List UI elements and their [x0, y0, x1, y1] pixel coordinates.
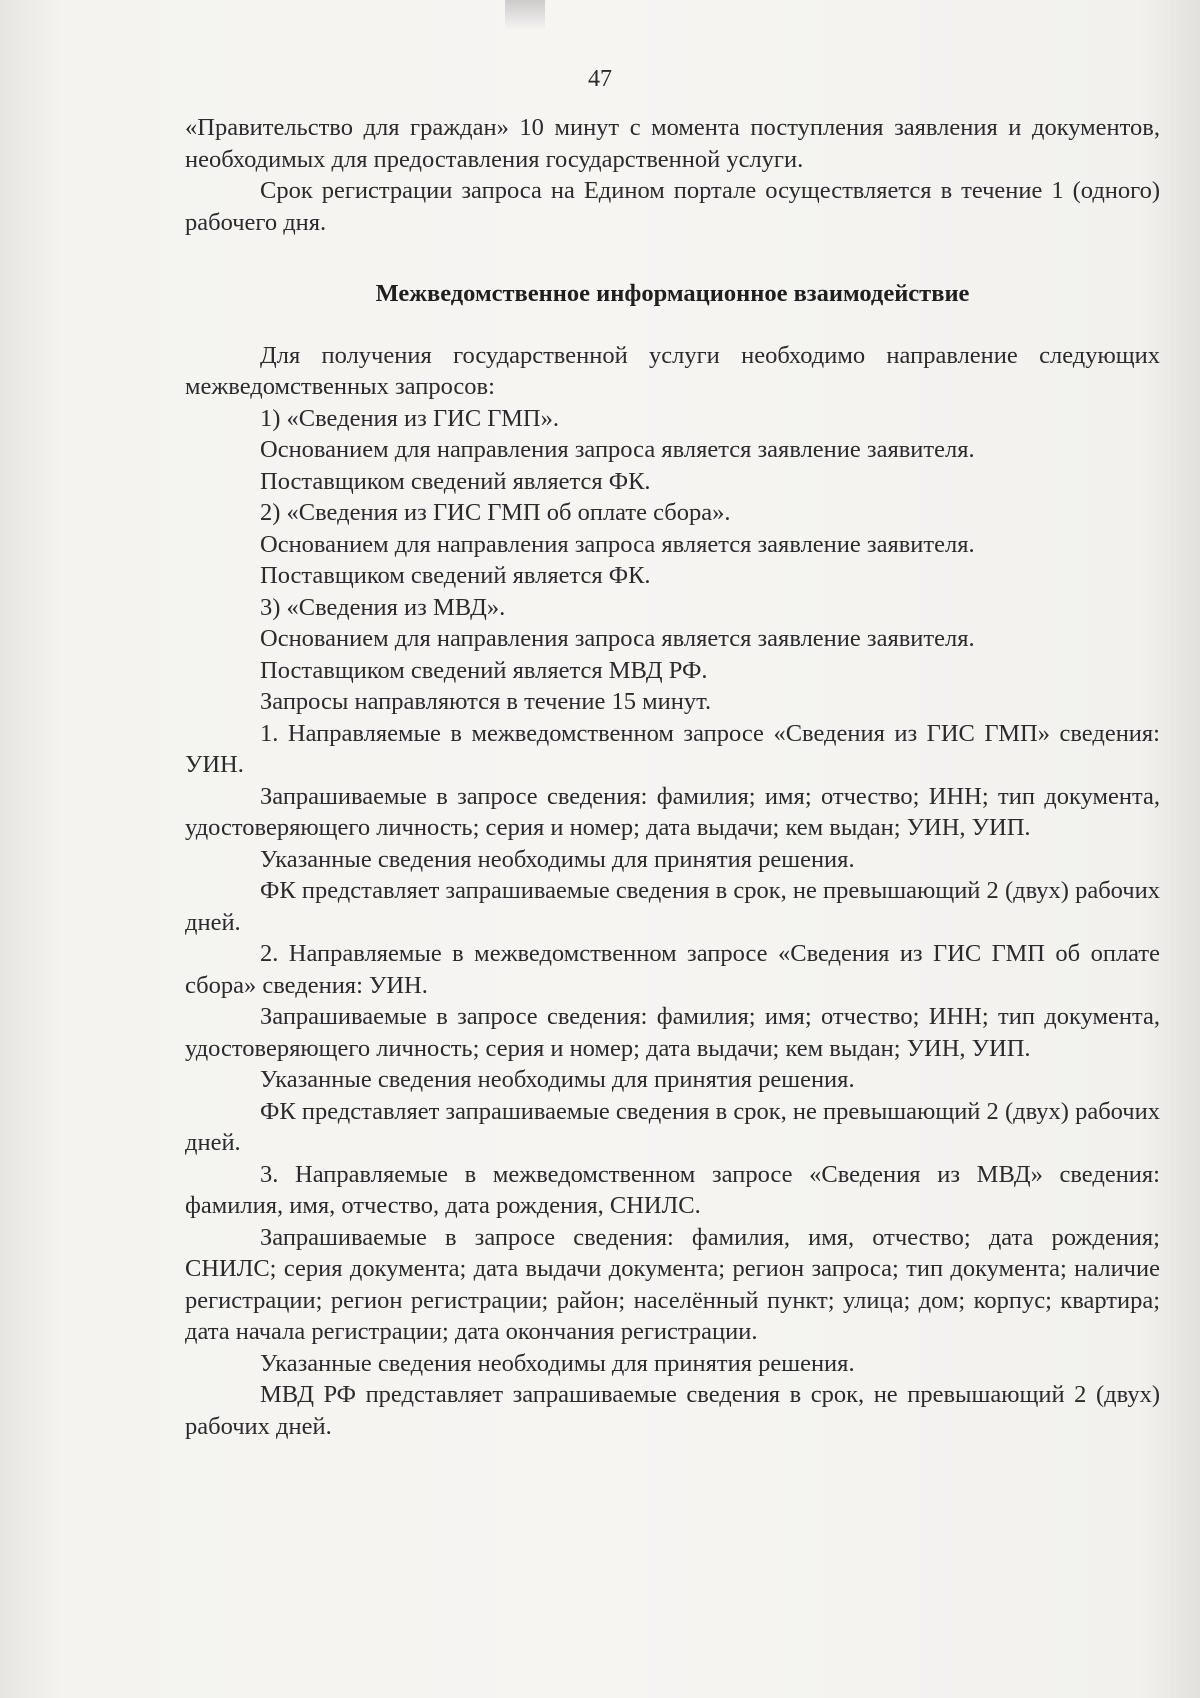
paragraph: Срок регистрации запроса на Едином портале осуществляется в течение 1 (одного) рабочего дня.	[185, 177, 1160, 236]
paragraph: 1. Направляемые в межведомственном запросе «Сведения из ГИС ГМП» сведения: УИН.	[185, 719, 1160, 778]
section-title: Межведомственное информационное взаимодействие	[375, 280, 970, 307]
document-body	[185, 112, 1160, 1442]
paragraph: 3. Направляемые в межведомственном запросе «Сведения из МВД» сведения: фамилия, имя, отчество, дата рождения, СНИЛС.	[185, 1160, 1160, 1219]
paragraph: Указанные сведения необходимы для принятия решения.	[260, 845, 855, 873]
paragraph: 2. Направляемые в межведомственном запросе «Сведения из ГИС ГМП об оплате сбора» сведения: УИН.	[185, 940, 1160, 999]
paragraph: Запрашиваемые в запросе сведения: фамилия; имя; отчество; ИНН; тип документа, удостоверяющего личность; серия и номер; дата выдачи; кем выдан; УИН, УИП.	[185, 1003, 1160, 1062]
paragraph: ФК представляет запрашиваемые сведения в срок, не превышающий 2 (двух) рабочих дней.	[185, 1097, 1160, 1156]
paragraph: Поставщиком сведений является ФК.	[260, 467, 651, 495]
paragraph: Указанные сведения необходимы для принятия решения.	[260, 1349, 855, 1377]
paragraph: Основанием для направления запроса является заявление заявителя.	[260, 436, 975, 463]
list-item: 2) «Сведения из ГИС ГМП об оплате сбора».	[260, 499, 731, 526]
list-item: 1) «Сведения из ГИС ГМП».	[260, 404, 559, 432]
paragraph: Основанием для направления запроса является заявление заявителя.	[260, 530, 975, 558]
paragraph: Запрашиваемые в запросе сведения: фамилия; имя; отчество; ИНН; тип документа, удостоверяющего личность; серия и номер; дата выдачи; кем выдан; УИН, УИП.	[185, 782, 1160, 841]
paragraph: Запросы направляются в течение 15 минут.	[260, 688, 712, 715]
paragraph: Указанные сведения необходимы для принятия решения.	[260, 1066, 855, 1093]
paragraph: ФК представляет запрашиваемые сведения в срок, не превышающий 2 (двух) рабочих дней.	[185, 877, 1160, 936]
paragraph: Запрашиваемые в запросе сведения: фамилия, имя, отчество; дата рождения; СНИЛС; серия документа; дата выдачи документа; регион запроса; тип документа; наличие регистрации; регион регистрации; район; населённый пункт; улица; дом; корпус; квартира; дата начала регистрации; дата окончания регистрации.	[185, 1223, 1160, 1345]
paragraph: Основанием для направления запроса является заявление заявителя.	[260, 625, 975, 652]
paragraph: МВД РФ представляет запрашиваемые сведения в срок, не превышающий 2 (двух) рабочих дней.	[185, 1381, 1160, 1440]
scan-artifact	[505, 0, 545, 30]
page-number: 47	[588, 66, 612, 92]
paragraph: Для получения государственной услуги необходимо направление следующих межведомственных запросов:	[185, 341, 1160, 400]
paragraph: Поставщиком сведений является ФК.	[260, 562, 651, 589]
list-item: 3) «Сведения из МВД».	[260, 593, 506, 621]
paragraph: Поставщиком сведений является МВД РФ.	[260, 656, 708, 684]
paragraph: «Правительство для граждан» 10 минут с момента поступления заявления и документов, необходимых для предоставления государственной услуги.	[185, 114, 1160, 173]
